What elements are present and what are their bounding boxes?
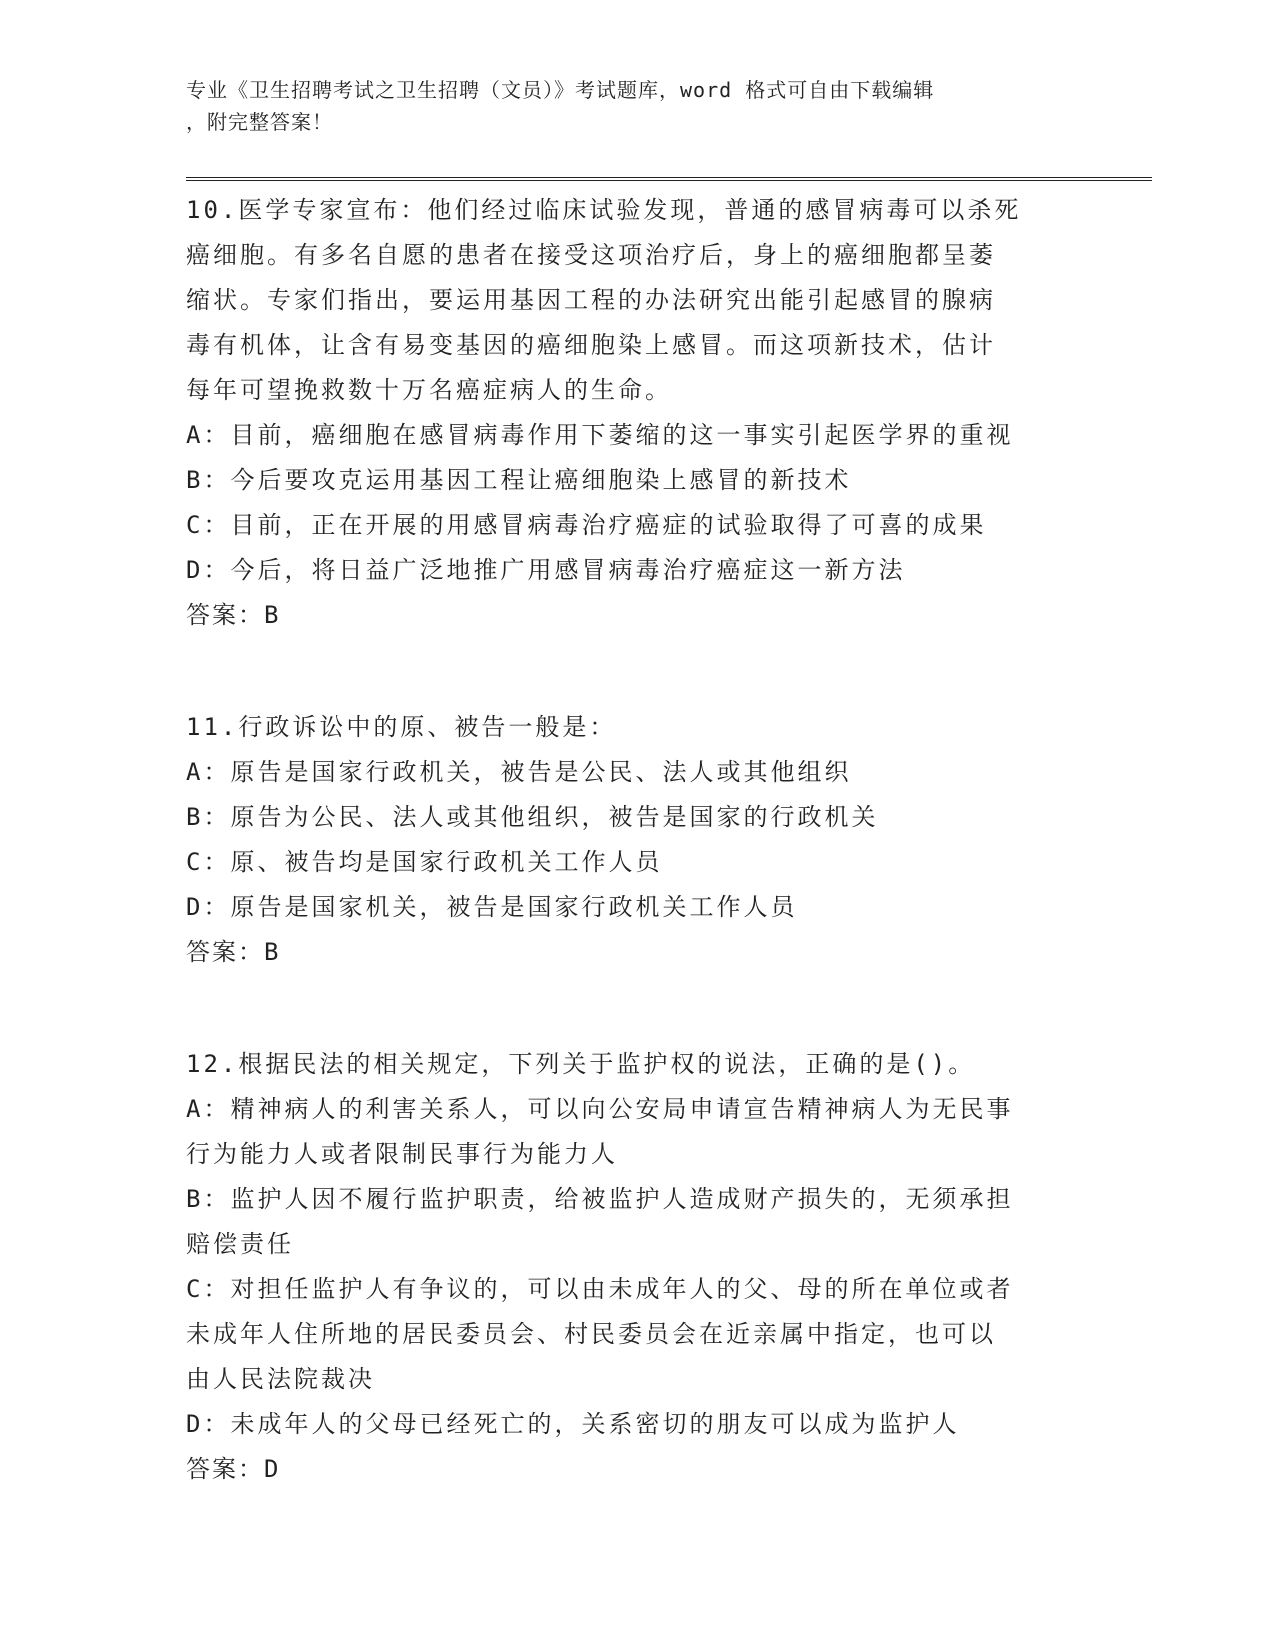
question-stem-line: 12.根据民法的相关规定，下列关于监护权的说法，正确的是()。 xyxy=(186,1050,976,1078)
question-spacer xyxy=(186,975,1066,1020)
question-spacer xyxy=(186,1020,1066,1042)
question-stem-line: 每年可望挽救数十万名癌症病人的生命。 xyxy=(186,376,672,404)
option-c-continued: 由人民法院裁决 xyxy=(186,1365,375,1393)
question-spacer xyxy=(186,638,1066,683)
question-10 xyxy=(186,188,1066,638)
option-a: A：精神病人的利害关系人，可以向公安局申请宣告精神病人为无民事 xyxy=(186,1095,1014,1123)
option-b: B：原告为公民、法人或其他组织，被告是国家的行政机关 xyxy=(186,803,879,831)
header-double-rule xyxy=(186,177,1152,181)
question-stem-line: 癌细胞。有多名自愿的患者在接受这项治疗后，身上的癌细胞都呈萎 xyxy=(186,241,996,269)
question-12 xyxy=(186,1042,1066,1492)
option-d: D：今后，将日益广泛地推广用感冒病毒治疗癌症这一新方法 xyxy=(186,556,906,584)
option-c: C：目前，正在开展的用感冒病毒治疗癌症的试验取得了可喜的成果 xyxy=(186,511,987,539)
option-d: D：未成年人的父母已经死亡的，关系密切的朋友可以成为监护人 xyxy=(186,1410,960,1438)
answer-label: 答案：B xyxy=(186,601,281,629)
option-a: A：原告是国家行政机关，被告是公民、法人或其他组织 xyxy=(186,758,852,786)
answer-label: 答案：B xyxy=(186,938,281,966)
document-header xyxy=(186,74,1066,138)
option-c: C：原、被告均是国家行政机关工作人员 xyxy=(186,848,663,876)
option-a: A：目前，癌细胞在感冒病毒作用下萎缩的这一事实引起医学界的重视 xyxy=(186,421,1014,449)
option-a-continued: 行为能力人或者限制民事行为能力人 xyxy=(186,1140,618,1168)
question-spacer xyxy=(186,683,1066,705)
question-stem-line: 缩状。专家们指出，要运用基因工程的办法研究出能引起感冒的腺病 xyxy=(186,286,996,314)
question-stem-line: 10.医学专家宣布：他们经过临床试验发现，普通的感冒病毒可以杀死 xyxy=(186,196,1022,224)
header-title-line-1: 专业《卫生招聘考试之卫生招聘（文员）》考试题库，word 格式可自由下载编辑 xyxy=(186,78,935,102)
question-stem-line: 毒有机体，让含有易变基因的癌细胞染上感冒。而这项新技术，估计 xyxy=(186,331,996,359)
option-c-continued: 未成年人住所地的居民委员会、村民委员会在近亲属中指定，也可以 xyxy=(186,1320,996,1348)
question-11 xyxy=(186,705,1066,975)
answer-label: 答案：D xyxy=(186,1455,281,1483)
option-b-continued: 赔偿责任 xyxy=(186,1230,294,1258)
option-c: C：对担任监护人有争议的，可以由未成年人的父、母的所在单位或者 xyxy=(186,1275,1014,1303)
question-stem-line: 11.行政诉讼中的原、被告一般是： xyxy=(186,713,617,741)
question-list xyxy=(186,188,1066,1492)
option-b: B：今后要攻克运用基因工程让癌细胞染上感冒的新技术 xyxy=(186,466,852,494)
header-title-line-2: ，附完整答案！ xyxy=(186,110,333,134)
option-b: B：监护人因不履行监护职责，给被监护人造成财产损失的，无须承担 xyxy=(186,1185,1014,1213)
option-d: D：原告是国家机关，被告是国家行政机关工作人员 xyxy=(186,893,798,921)
